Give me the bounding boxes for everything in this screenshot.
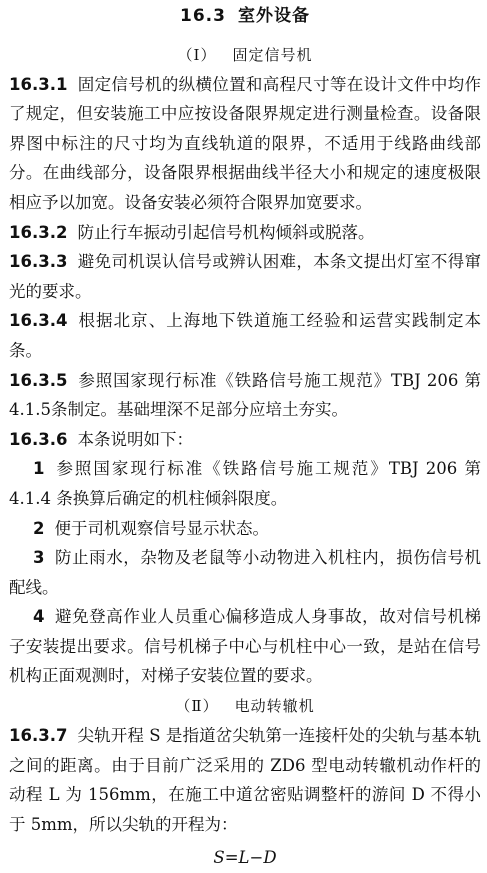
clause-number: 16.3.4 xyxy=(9,311,68,331)
clause-number: 16.3.7 xyxy=(9,726,68,746)
item-number: 1 xyxy=(33,459,45,479)
paragraph-16-3-1 xyxy=(9,70,481,218)
clause-text: 参照国家现行标准《铁路信号施工规范》TBJ 206 第4.1.5条制定。基础埋深不足部分应培土夯实。 xyxy=(9,370,481,420)
paragraph-16-3-2 xyxy=(9,218,481,248)
list-item xyxy=(9,514,481,544)
subsection-title: 固定信号机 xyxy=(232,45,313,64)
paragraph-16-3-3 xyxy=(9,247,481,306)
paragraph-16-3-6 xyxy=(9,425,481,455)
item-text: 便于司机观察信号显示状态。 xyxy=(54,518,269,538)
clause-text: 避免司机误认信号或辨认困难，本条文提出灯室不得窜光的要求。 xyxy=(9,252,481,301)
clause-text: 本条说明如下： xyxy=(77,429,193,449)
paragraph-16-3-4 xyxy=(9,306,481,365)
list-item xyxy=(9,454,481,513)
subsection-number: （Ⅱ） xyxy=(175,697,219,716)
document-page xyxy=(0,2,487,868)
section-number: 16.3 xyxy=(180,6,226,26)
subsection-heading-1 xyxy=(9,40,481,70)
item-number: 4 xyxy=(33,607,45,627)
item-number: 3 xyxy=(33,548,45,568)
section-heading: 室外设备 xyxy=(237,6,310,26)
clause-text: 尖轨开程 S 是指道岔尖轨第一连接杆处的尖轨与基本轨之间的距离。由于目前广泛采用的 ZD6 型电动转辙机动作杆的动程 L 为 156mm，在施工中道岔密贴调整杆的游间 D 不得小于 5mm，所以尖轨的开程为： xyxy=(9,726,481,834)
item-text: 防止雨水，杂物及老鼠等小动物进入机柱内，损伤信号机配线。 xyxy=(9,548,481,597)
clause-text: 根据北京、上海地下铁道施工经验和运营实践制定本条。 xyxy=(9,311,481,360)
clause-text: 防止行车振动引起信号机构倾斜或脱落。 xyxy=(77,222,375,242)
subsection-heading-2 xyxy=(9,691,481,721)
item-number: 2 xyxy=(33,518,45,538)
list-item xyxy=(9,602,481,691)
clause-number: 16.3.6 xyxy=(9,429,68,449)
item-text: 参照国家现行标准《铁路信号施工规范》TBJ 206 第 4.1.4 条换算后确定的机柱倾斜限度。 xyxy=(9,459,481,508)
paragraph-16-3-7 xyxy=(9,721,481,839)
subsection-number: （Ⅰ） xyxy=(177,45,217,64)
clause-text: 固定信号机的纵横位置和高程尺寸等在设计文件中均作了规定，但安装施工中应按设备限界规定进行测量检查。设备限界图中标注的尺寸均为直线轨道的限界，不适用于线路曲线部分。在曲线部分，设备限界根据曲线半径大小和规定的速度极限相应予以加宽。设备安装必须符合限界加宽要求。 xyxy=(9,74,481,212)
clause-number: 16.3.1 xyxy=(9,74,68,94)
formula: S=L−D xyxy=(213,848,277,868)
subsection-title: 电动转辙机 xyxy=(234,697,315,716)
paragraph-16-3-5 xyxy=(9,366,481,425)
clause-number: 16.3.5 xyxy=(9,370,68,390)
list-item xyxy=(9,543,481,602)
clause-number: 16.3.2 xyxy=(9,222,68,242)
item-text: 避免登高作业人员重心偏移造成人身事故，故对信号机梯子安装提出要求。信号机梯子中心与机柱中心一致，是站在信号机构正面观测时，对梯子安装位置的要求。 xyxy=(9,607,481,686)
section-title xyxy=(9,2,481,32)
clause-number: 16.3.3 xyxy=(9,252,68,272)
